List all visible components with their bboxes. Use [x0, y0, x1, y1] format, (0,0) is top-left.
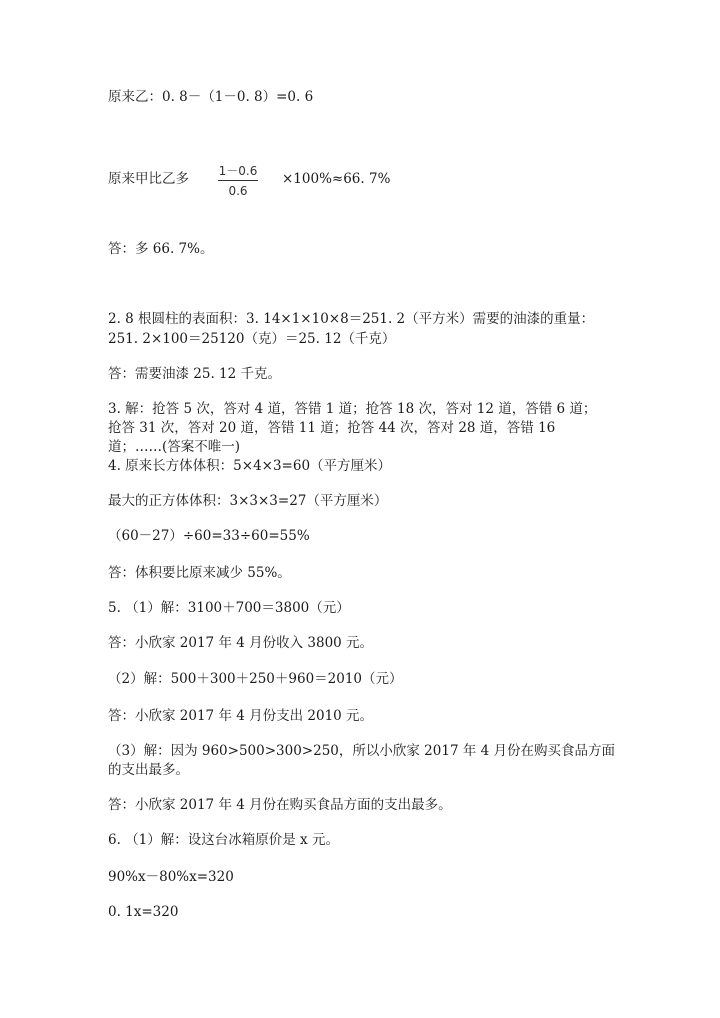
text-line: 6. （1）解：设这台冰箱原价是 x 元。 [108, 832, 339, 848]
text-line: 原来甲比乙多 [108, 171, 189, 187]
text-line: 90%x－80%x=320 [108, 869, 234, 885]
fraction-denominator: 0.6 [228, 184, 248, 198]
text-line: （3）解：因为 960>500>300>250，所以小欣家 2017 年 4 月份在购买食品方面 [108, 743, 615, 759]
text-line: 答：小欣家 2017 年 4 月份在购买食品方面的支出最多。 [108, 797, 452, 813]
fraction [218, 164, 258, 198]
text-line: 的支出最多。 [108, 762, 189, 778]
text-line: 5. （1）解：3100＋700＝3800（元） [108, 600, 350, 616]
text-line: （2）解：500＋300＋250＋960＝2010（元） [108, 671, 403, 687]
text-line: 0. 1x=320 [108, 904, 179, 920]
text-line: 251. 2×100＝25120（克）＝25. 12（千克） [108, 331, 396, 347]
text-line: 答：小欣家 2017 年 4 月份支出 2010 元。 [108, 708, 374, 724]
text-line: 答：需要油漆 25. 12 千克。 [108, 366, 282, 382]
text-line: 原来乙：0. 8－（1－0. 8）=0. 6 [108, 89, 314, 105]
text-line: ×100%≈66. 7% [282, 171, 391, 187]
text-line: （60－27）÷60=33÷60=55% [108, 528, 310, 544]
fraction-numerator: 1－0.6 [218, 164, 258, 181]
text-line: 2. 8 根圆柱的表面积：3. 14×1×10×8＝251. 2（平方米）需要的油漆的重量： [108, 311, 595, 327]
text-line: 4. 原来长方体体积：5×4×3=60（平方厘米） [108, 458, 392, 474]
text-line: 答：体积要比原来减少 55%。 [108, 565, 291, 581]
text-line: 3. 解：抢答 5 次，答对 4 道，答错 1 道；抢答 18 次，答对 12 道，答错 6 道； [108, 401, 597, 417]
text-line: 最大的正方体体积：3×3×3=27（平方厘米） [108, 493, 388, 509]
text-line: 答：小欣家 2017 年 4 月份收入 3800 元。 [108, 635, 374, 651]
text-line: 抢答 31 次，答对 20 道，答错 11 道；抢答 44 次，答对 28 道，答错 16 [108, 420, 556, 436]
text-line: 答：多 66. 7%。 [108, 241, 214, 257]
text-line: 道；……(答案不唯一) [108, 439, 241, 455]
